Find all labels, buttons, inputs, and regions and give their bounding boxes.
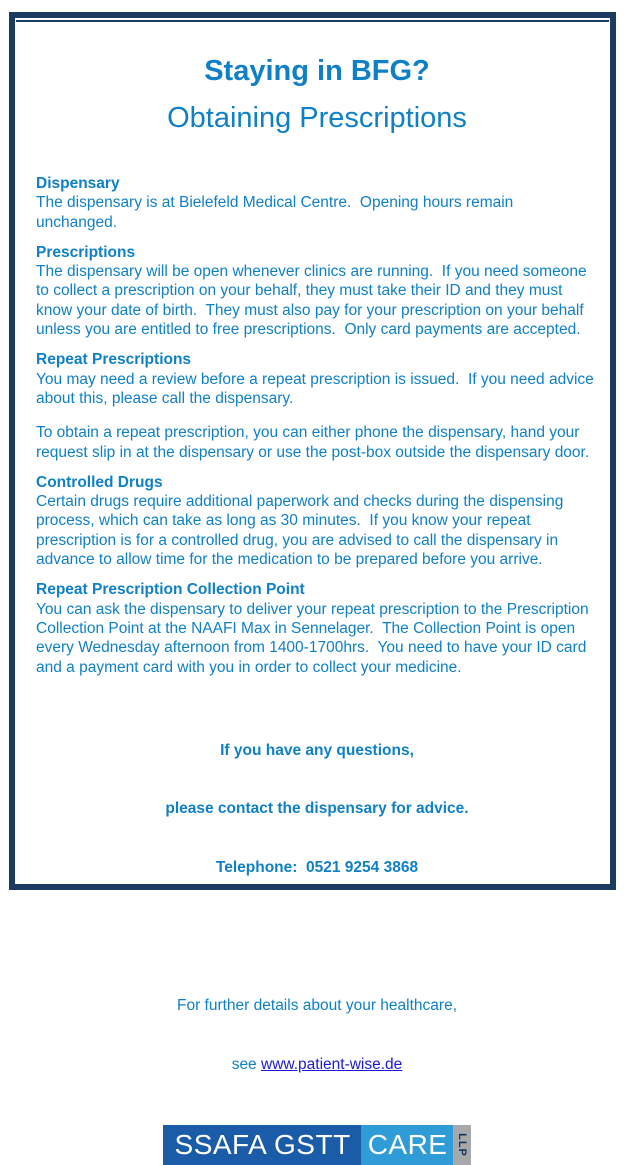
section-paragraph: You may need a review before a repeat prescription is issued. If you need advice about this, please call the dispensary.	[36, 370, 599, 407]
section-paragraph: To obtain a repeat prescription, you can either phone the dispensary, hand your request slip in at the dispensary or use the post-box outside the dispensary door.	[36, 424, 590, 461]
footer-block	[36, 957, 598, 1113]
page-subtitle: Obtaining Prescriptions	[167, 102, 467, 134]
section-paragraph: Certain drugs require additional paperwork and checks during the dispensing process, which can take as long as 30 minutes. If you know your repeat prescription is for a controlled drug, you are advised to call the dispensary in advance to allow time for the medication to be prepared before you arrive.	[36, 493, 568, 569]
sections-container	[36, 174, 598, 677]
section-dispensary	[36, 174, 598, 232]
footer-line-1: For further details about your healthcare,	[176, 997, 457, 1015]
logo-care: CARE	[361, 1125, 454, 1165]
section-heading-repeat-prescriptions: Repeat Prescriptions	[36, 351, 192, 369]
section-prescriptions	[36, 243, 598, 339]
ssafa-gstt-care-logo	[36, 1125, 598, 1165]
contact-line-1: If you have any questions,	[220, 741, 414, 759]
logo-llp-text: LLP	[456, 1133, 469, 1158]
contact-line-2: please contact the dispensary for advice.	[165, 800, 469, 818]
section-paragraph: The dispensary will be open whenever clinics are running. If you need someone to collect a prescription on your behalf, they must take their ID and they must know your date of birth. They must also pay for your prescription on your behalf unless you are entitled to free prescriptions. Only card payments are accepted.	[36, 263, 591, 339]
logo-ssafa-gstt: SSAFA GSTT	[163, 1125, 361, 1165]
section-heading-collection-point: Repeat Prescription Collection Point	[36, 581, 305, 599]
section-heading-controlled-drugs: Controlled Drugs	[36, 473, 163, 491]
section-heading-prescriptions: Prescriptions	[36, 243, 136, 261]
contact-telephone: Telephone: 0521 9254 3868	[215, 858, 419, 876]
section-collection-point	[36, 580, 598, 676]
logo-llp-tab	[453, 1125, 471, 1165]
section-paragraph: You can ask the dispensary to deliver your repeat prescription to the Prescription Collection Point at the NAAFI Max in Sennelager. The Collection Point is open every Wednesday afternoon from 1400-1700hrs. You need to have your ID card and a payment card with you in order to collect your medicine.	[36, 600, 593, 676]
page-title: Staying in BFG?	[204, 55, 430, 87]
patient-wise-link[interactable]: www.patient-wise.de	[261, 1055, 403, 1073]
footer-see-prefix: see	[231, 1055, 261, 1073]
page-border	[9, 12, 616, 1161]
section-heading-dispensary: Dispensary	[36, 175, 120, 192]
section-paragraph: The dispensary is at Bielefeld Medical Centre. Opening hours remain unchanged.	[36, 194, 518, 231]
section-controlled-drugs	[36, 473, 598, 569]
footer-line-2	[36, 1055, 598, 1075]
section-repeat-prescriptions	[36, 350, 598, 461]
page-content	[15, 56, 610, 1165]
top-rule-divider	[16, 20, 609, 22]
contact-block	[36, 702, 598, 917]
